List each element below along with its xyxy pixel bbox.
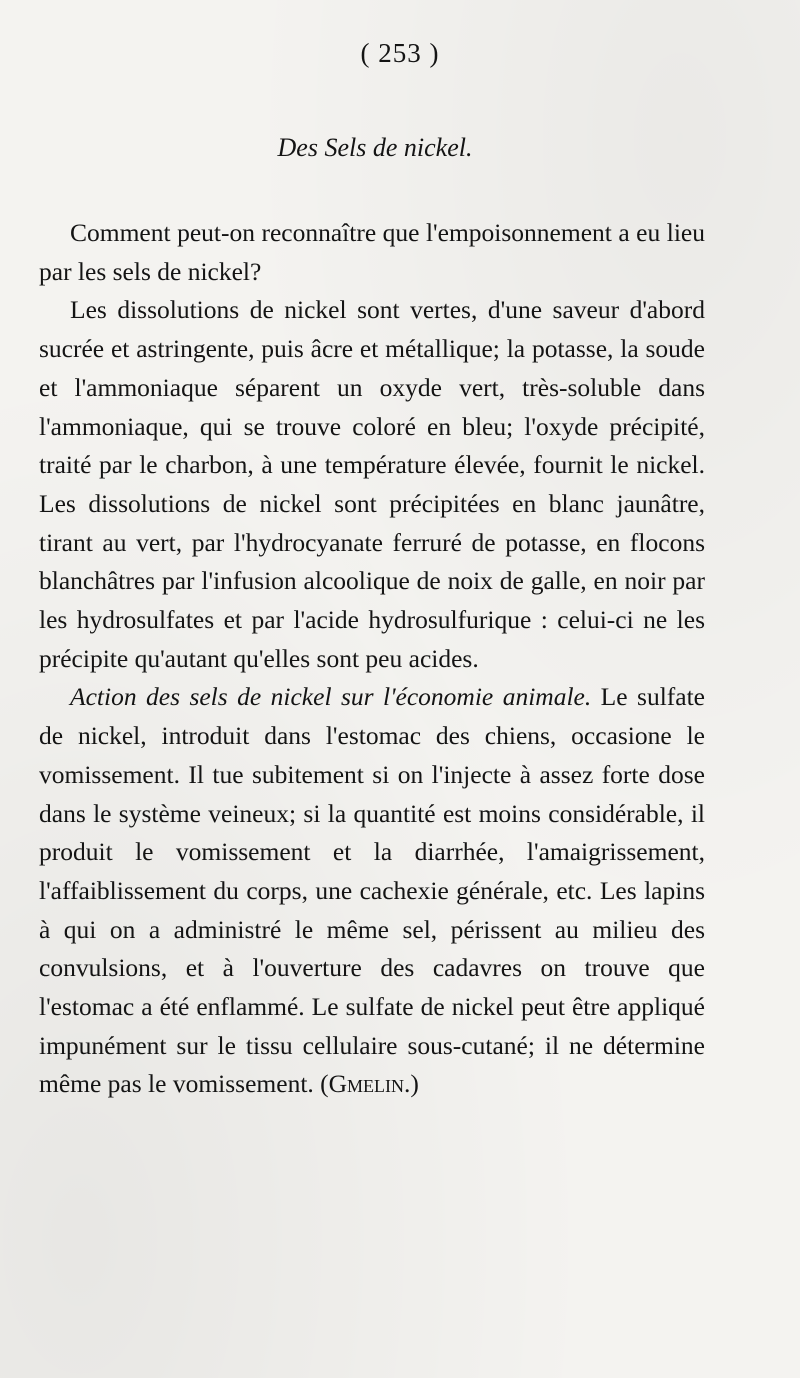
section-title: Des Sels de nickel. [277,133,473,162]
page-number: ( 253 ) [360,38,440,68]
paragraph-subheading: Action des sels de nickel sur l'économie animale. [70,682,592,712]
paragraph-dissolutions: Les dissolutions de nickel sont vertes, d'une saveur d'abord sucrée et astringente, puis âcre et métallique; la potasse, la soude et l'ammoniaque séparent un oxyde vert, très-soluble dans l'ammoniaque, qui se trouve coloré en bleu; l'oxyde précipité, traité par le charbon, à une température élevée, fournit le nickel. Les dissolutions de nickel sont précipitées en blanc jaunâtre, tirant au vert, par l'hydrocyanate ferruré de potasse, en flocons blanchâtres par l'infusion alcoolique de noix de galle, en noir par les hydrosulfates et par l'acide hydrosulfurique : celui-ci ne les précipite qu'autant qu'elles sont peu acides. [39,295,705,673]
paragraph-question: Comment peut-on reconnaître que l'empoisonnement a eu lieu par les sels de nickel? [39,218,705,286]
paragraph-action [39,678,705,1104]
citation-close: .) [404,1069,419,1099]
body-text [39,214,705,1104]
paragraph-action-body: Le sulfate de nickel, introduit dans l'estomac des chiens, occasione le vomissement. Il tue subitement si on l'injecte à assez forte dose dans le système veineux; si la quantité est moins considérable, il produit le vomissement et la diarrhée, l'amaigrissement, l'affaiblissement du corps, une cachexie générale, etc. Les lapins à qui on a administré le même sel, périssent au milieu des convulsions, et à l'ouverture des cadavres on trouve que l'estomac a été enflammé. Le sulfate de nickel peut être appliqué impunément sur le tissu cellulaire sous-cutané; il ne détermine même pas le vomissement. ( [39,682,705,1099]
citation-author: Gmelin [328,1069,405,1099]
